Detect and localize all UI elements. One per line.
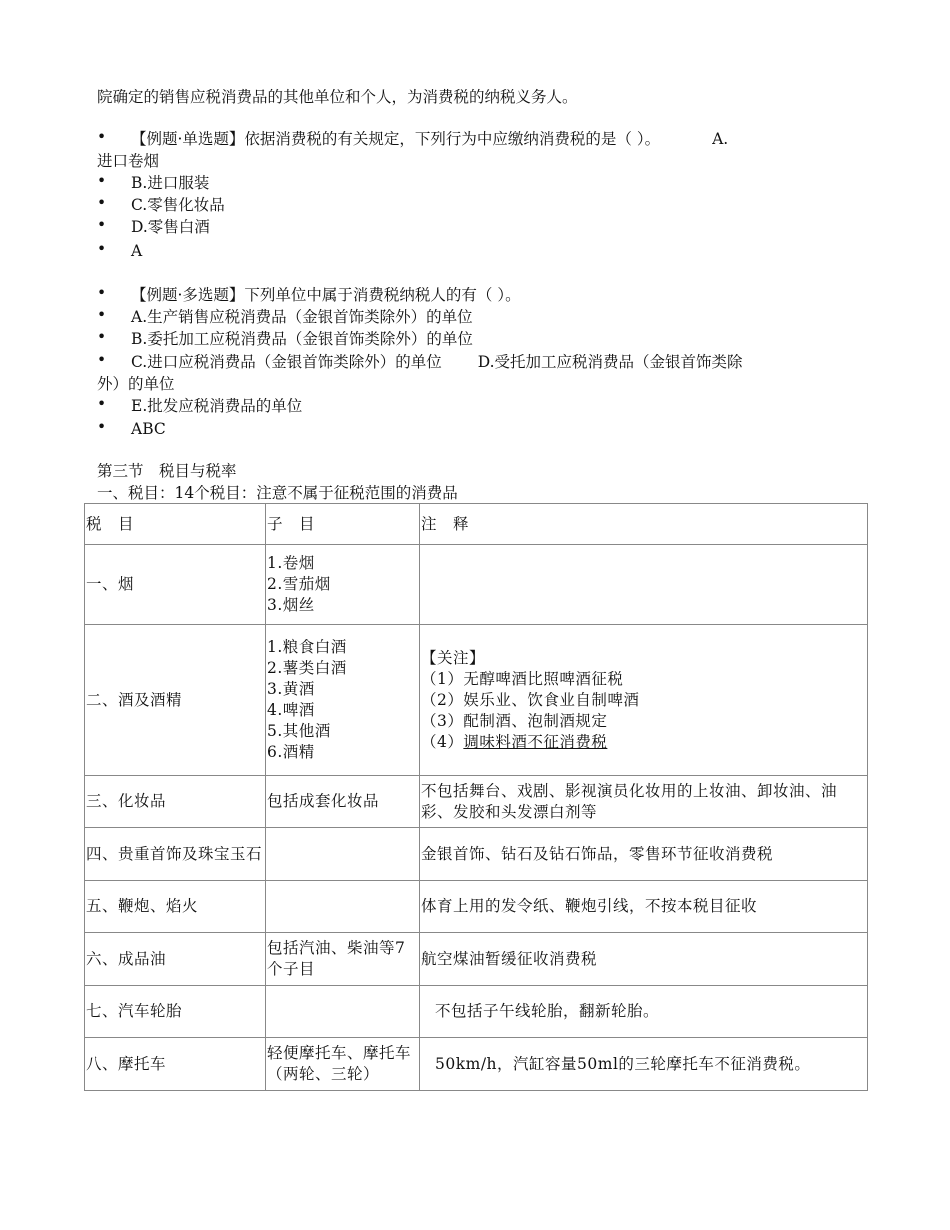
example2-option-d-start: D.受托加工应税消费品（金银首饰类除 [477, 353, 743, 371]
example1-answer: A [131, 242, 143, 260]
bullet: • [97, 194, 107, 212]
example1-question-block [97, 128, 867, 172]
example1-option-b: B.进口服装 [131, 174, 210, 192]
table-header-row [85, 504, 868, 545]
header-note: 注 释 [420, 504, 868, 545]
example2-option-e: E.批发应税消费品的单位 [131, 397, 303, 415]
underlined-note: 调味料酒不征消费税 [463, 732, 608, 751]
row-note [420, 1038, 868, 1091]
note-line: （1）无醇啤酒比照啤酒征税 [421, 669, 624, 688]
row-subitem [266, 881, 420, 933]
example2-option-cd-block [97, 351, 867, 395]
table-row [85, 933, 868, 986]
table-row [85, 881, 868, 933]
table-row [85, 545, 868, 625]
table-row [85, 625, 868, 776]
row-note: 金银首饰、钻石及钻石饰品，零售环节征收消费税 [420, 828, 868, 881]
row-item: 四、贵重首饰及珠宝玉石 [85, 828, 266, 881]
row-note: 不包括舞台、戏剧、影视演员化妆用的上妆油、卸妆油、油彩、发胶和头发漂白剂等 [420, 776, 868, 828]
note-line: （3）配制酒、泡制酒规定 [421, 711, 608, 730]
section-title: 第三节 税目与税率 [97, 462, 237, 480]
example2-option-a: A.生产销售应税消费品（金银首饰类除外）的单位 [131, 308, 473, 326]
intro-paragraph: 院确定的销售应税消费品的其他单位和个人，为消费税的纳税义务人。 [97, 88, 578, 106]
bullet: • [97, 172, 107, 190]
row-subitem: 1.粮食白酒 2.薯类白酒 3.黄酒 4.啤酒 5.其他酒 6.酒精 [266, 625, 420, 776]
subsection-title: 一、税目：14个税目：注意不属于征税范围的消费品 [97, 484, 458, 502]
row-note: 航空煤油暂缓征收消费税 [420, 933, 868, 986]
header-item: 税 目 [85, 504, 266, 545]
row-note [420, 545, 868, 625]
example1-option-d: D.零售白酒 [131, 218, 210, 236]
example2-option-c: C.进口应税消费品（金银首饰类除外）的单位 [131, 353, 442, 371]
row-item: 八、摩托车 [85, 1038, 266, 1091]
table-row [85, 1038, 868, 1091]
row-item: 七、汽车轮胎 [85, 986, 266, 1038]
bullet: • [97, 128, 107, 146]
row-subitem: 轻便摩托车、摩托车（两轮、三轮） [266, 1038, 420, 1091]
row-item: 六、成品油 [85, 933, 266, 986]
example2-question: 【例题·多选题】下列单位中属于消费税纳税人的有（ ）。 [131, 286, 521, 304]
bullet: • [97, 216, 107, 234]
example2-answer: ABC [131, 420, 166, 438]
example2-option-d-end: 外）的单位 [97, 375, 175, 393]
note-line: （2）娱乐业、饮食业自制啤酒 [421, 690, 640, 709]
tax-items-table [84, 503, 868, 1091]
row-subitem: 1.卷烟 2.雪茄烟 3.烟丝 [266, 545, 420, 625]
table-row [85, 828, 868, 881]
row-item: 一、烟 [85, 545, 266, 625]
row-item: 五、鞭炮、焰火 [85, 881, 266, 933]
bullet: • [97, 328, 107, 346]
note-line: （4）调味料酒不征消费税 [421, 732, 608, 751]
row-subitem [266, 986, 420, 1038]
row-item: 三、化妆品 [85, 776, 266, 828]
bullet: • [97, 351, 107, 369]
bullet: • [97, 395, 107, 413]
row-note [420, 625, 868, 776]
row-subitem: 包括成套化妆品 [266, 776, 420, 828]
row-subitem [266, 828, 420, 881]
header-subitem: 子 目 [266, 504, 420, 545]
row-note-text: 50km/h，汽缸容量50ml的三轮摩托车不征消费税。 [435, 1054, 811, 1073]
row-note-text: 不包括子午线轮胎，翻新轮胎。 [435, 1002, 660, 1020]
row-item: 二、酒及酒精 [85, 625, 266, 776]
example1-option-a-label: A. [712, 130, 729, 148]
row-note [420, 986, 868, 1038]
bullet: • [97, 418, 107, 436]
table-row [85, 986, 868, 1038]
row-subitem: 包括汽油、柴油等7个子目 [266, 933, 420, 986]
table-row [85, 776, 868, 828]
example2-option-b: B.委托加工应税消费品（金银首饰类除外）的单位 [131, 330, 473, 348]
example1-option-c: C.零售化妆品 [131, 196, 225, 214]
example1-option-a-text: 进口卷烟 [97, 152, 160, 170]
bullet: • [97, 284, 107, 302]
bullet: • [97, 240, 107, 258]
example1-question: 【例题·单选题】依据消费税的有关规定，下列行为中应缴纳消费税的是（ ）。 [131, 130, 661, 148]
row-note: 体育上用的发令纸、鞭炮引线，不按本税目征收 [420, 881, 868, 933]
note-line: 【关注】 [421, 648, 486, 667]
bullet: • [97, 306, 107, 324]
